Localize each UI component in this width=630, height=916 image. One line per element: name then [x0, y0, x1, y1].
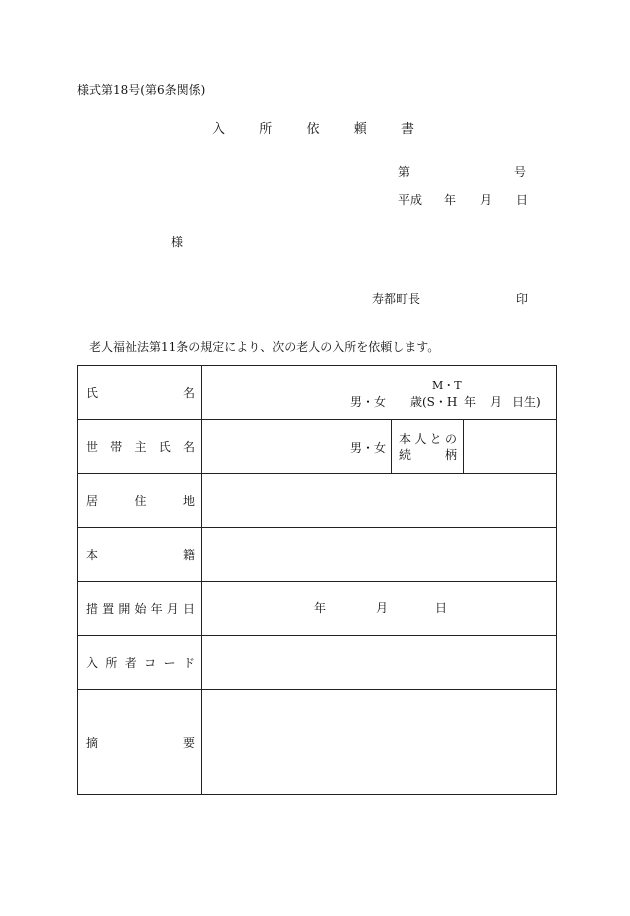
name-entry-cell[interactable] [202, 366, 556, 419]
date-month: 月 [480, 193, 493, 207]
label-char: 摘 [86, 735, 99, 750]
divider [391, 420, 392, 473]
label-char: の [444, 432, 457, 446]
date-era: 平成 [398, 193, 423, 207]
label-char: 地 [182, 494, 195, 508]
doc-no-suffix: 号 [513, 165, 526, 179]
title-char: 所 [259, 122, 273, 137]
birth-year-unit: 年 [464, 395, 477, 409]
document-title [212, 123, 414, 136]
table-row-name [78, 366, 556, 420]
label-char: 続 [399, 448, 412, 462]
row-label [78, 582, 202, 635]
row-label [78, 366, 202, 419]
sender-name: 寿都町長 [372, 292, 421, 306]
label-char: 措 [86, 602, 99, 616]
label-char: 氏 [158, 440, 171, 454]
head-sex-options: 男・女 [350, 441, 387, 455]
label-char: 入 [86, 656, 99, 670]
label-char: ー [163, 656, 176, 670]
doc-no-prefix: 第 [398, 165, 411, 179]
label-char: 世 [86, 440, 99, 454]
table-row-domicile [78, 528, 556, 582]
domicile-cell[interactable] [202, 528, 556, 581]
birth-day-unit: 日生) [512, 395, 541, 409]
relation-label-bottom [399, 449, 457, 461]
table-row-residence [78, 474, 556, 528]
label-char: 籍 [182, 548, 195, 562]
start-month-unit: 月 [376, 601, 389, 615]
remarks-cell[interactable] [202, 690, 556, 794]
label-char: ド [182, 656, 195, 670]
seal-mark: 印 [516, 292, 529, 306]
label-char: 月 [166, 602, 179, 616]
label-char: 人 [414, 432, 427, 446]
start-date-cell[interactable] [202, 582, 556, 635]
household-head-cell[interactable] [202, 420, 556, 473]
label-char: 柄 [444, 448, 457, 462]
form-number: 様式第18号(第6条関係) [77, 83, 206, 97]
row-label [78, 420, 202, 473]
title-char: 依 [306, 122, 320, 137]
relation-label-top [399, 433, 457, 445]
title-char: 書 [400, 122, 414, 137]
recipient-suffix: 様 [171, 235, 184, 249]
label-char: 開 [118, 602, 131, 616]
label-char: 者 [124, 656, 137, 670]
label-char: 要 [182, 735, 195, 750]
table-row-resident-code [78, 636, 556, 690]
label-char: 名 [182, 386, 195, 400]
label-char: 所 [105, 656, 118, 670]
application-form-table [77, 365, 557, 795]
intro-text: 老人福祉法第11条の規定により、次の老人の入所を依頼します。 [89, 340, 440, 354]
issue-date [398, 194, 528, 208]
label-char: 置 [102, 602, 115, 616]
table-row-household-head [78, 420, 556, 474]
document-number [398, 166, 526, 178]
row-label [78, 528, 202, 581]
row-label [78, 474, 202, 527]
residence-cell[interactable] [202, 474, 556, 527]
divider [463, 420, 464, 473]
row-label [78, 636, 202, 689]
start-day-unit: 日 [435, 601, 448, 615]
label-char: 主 [134, 440, 147, 454]
label-char: と [429, 432, 442, 446]
sex-options: 男・女 [350, 395, 387, 409]
birth-month-unit: 月 [490, 395, 503, 409]
label-char: 始 [134, 602, 147, 616]
label-char: 本 [86, 548, 99, 562]
label-char: 年 [150, 602, 163, 616]
date-day: 日 [516, 193, 529, 207]
label-char: 名 [182, 440, 195, 454]
label-char: 帯 [110, 440, 123, 454]
row-label [78, 690, 202, 794]
label-char: 日 [182, 602, 195, 616]
birth-era-top: M・T [432, 379, 462, 392]
resident-code-cell[interactable] [202, 636, 556, 689]
label-char: 居 [86, 494, 99, 508]
table-row-remarks [78, 690, 556, 794]
label-char: 本 [399, 432, 412, 446]
age-unit: 歳(S・H [410, 395, 458, 409]
title-char: 入 [212, 122, 226, 137]
title-char: 頼 [353, 122, 367, 137]
date-year: 年 [444, 193, 457, 207]
label-char: 氏 [86, 386, 99, 400]
start-year-unit: 年 [314, 601, 327, 615]
table-row-start-date [78, 582, 556, 636]
label-char: コ [144, 656, 157, 670]
label-char: 住 [134, 494, 147, 508]
